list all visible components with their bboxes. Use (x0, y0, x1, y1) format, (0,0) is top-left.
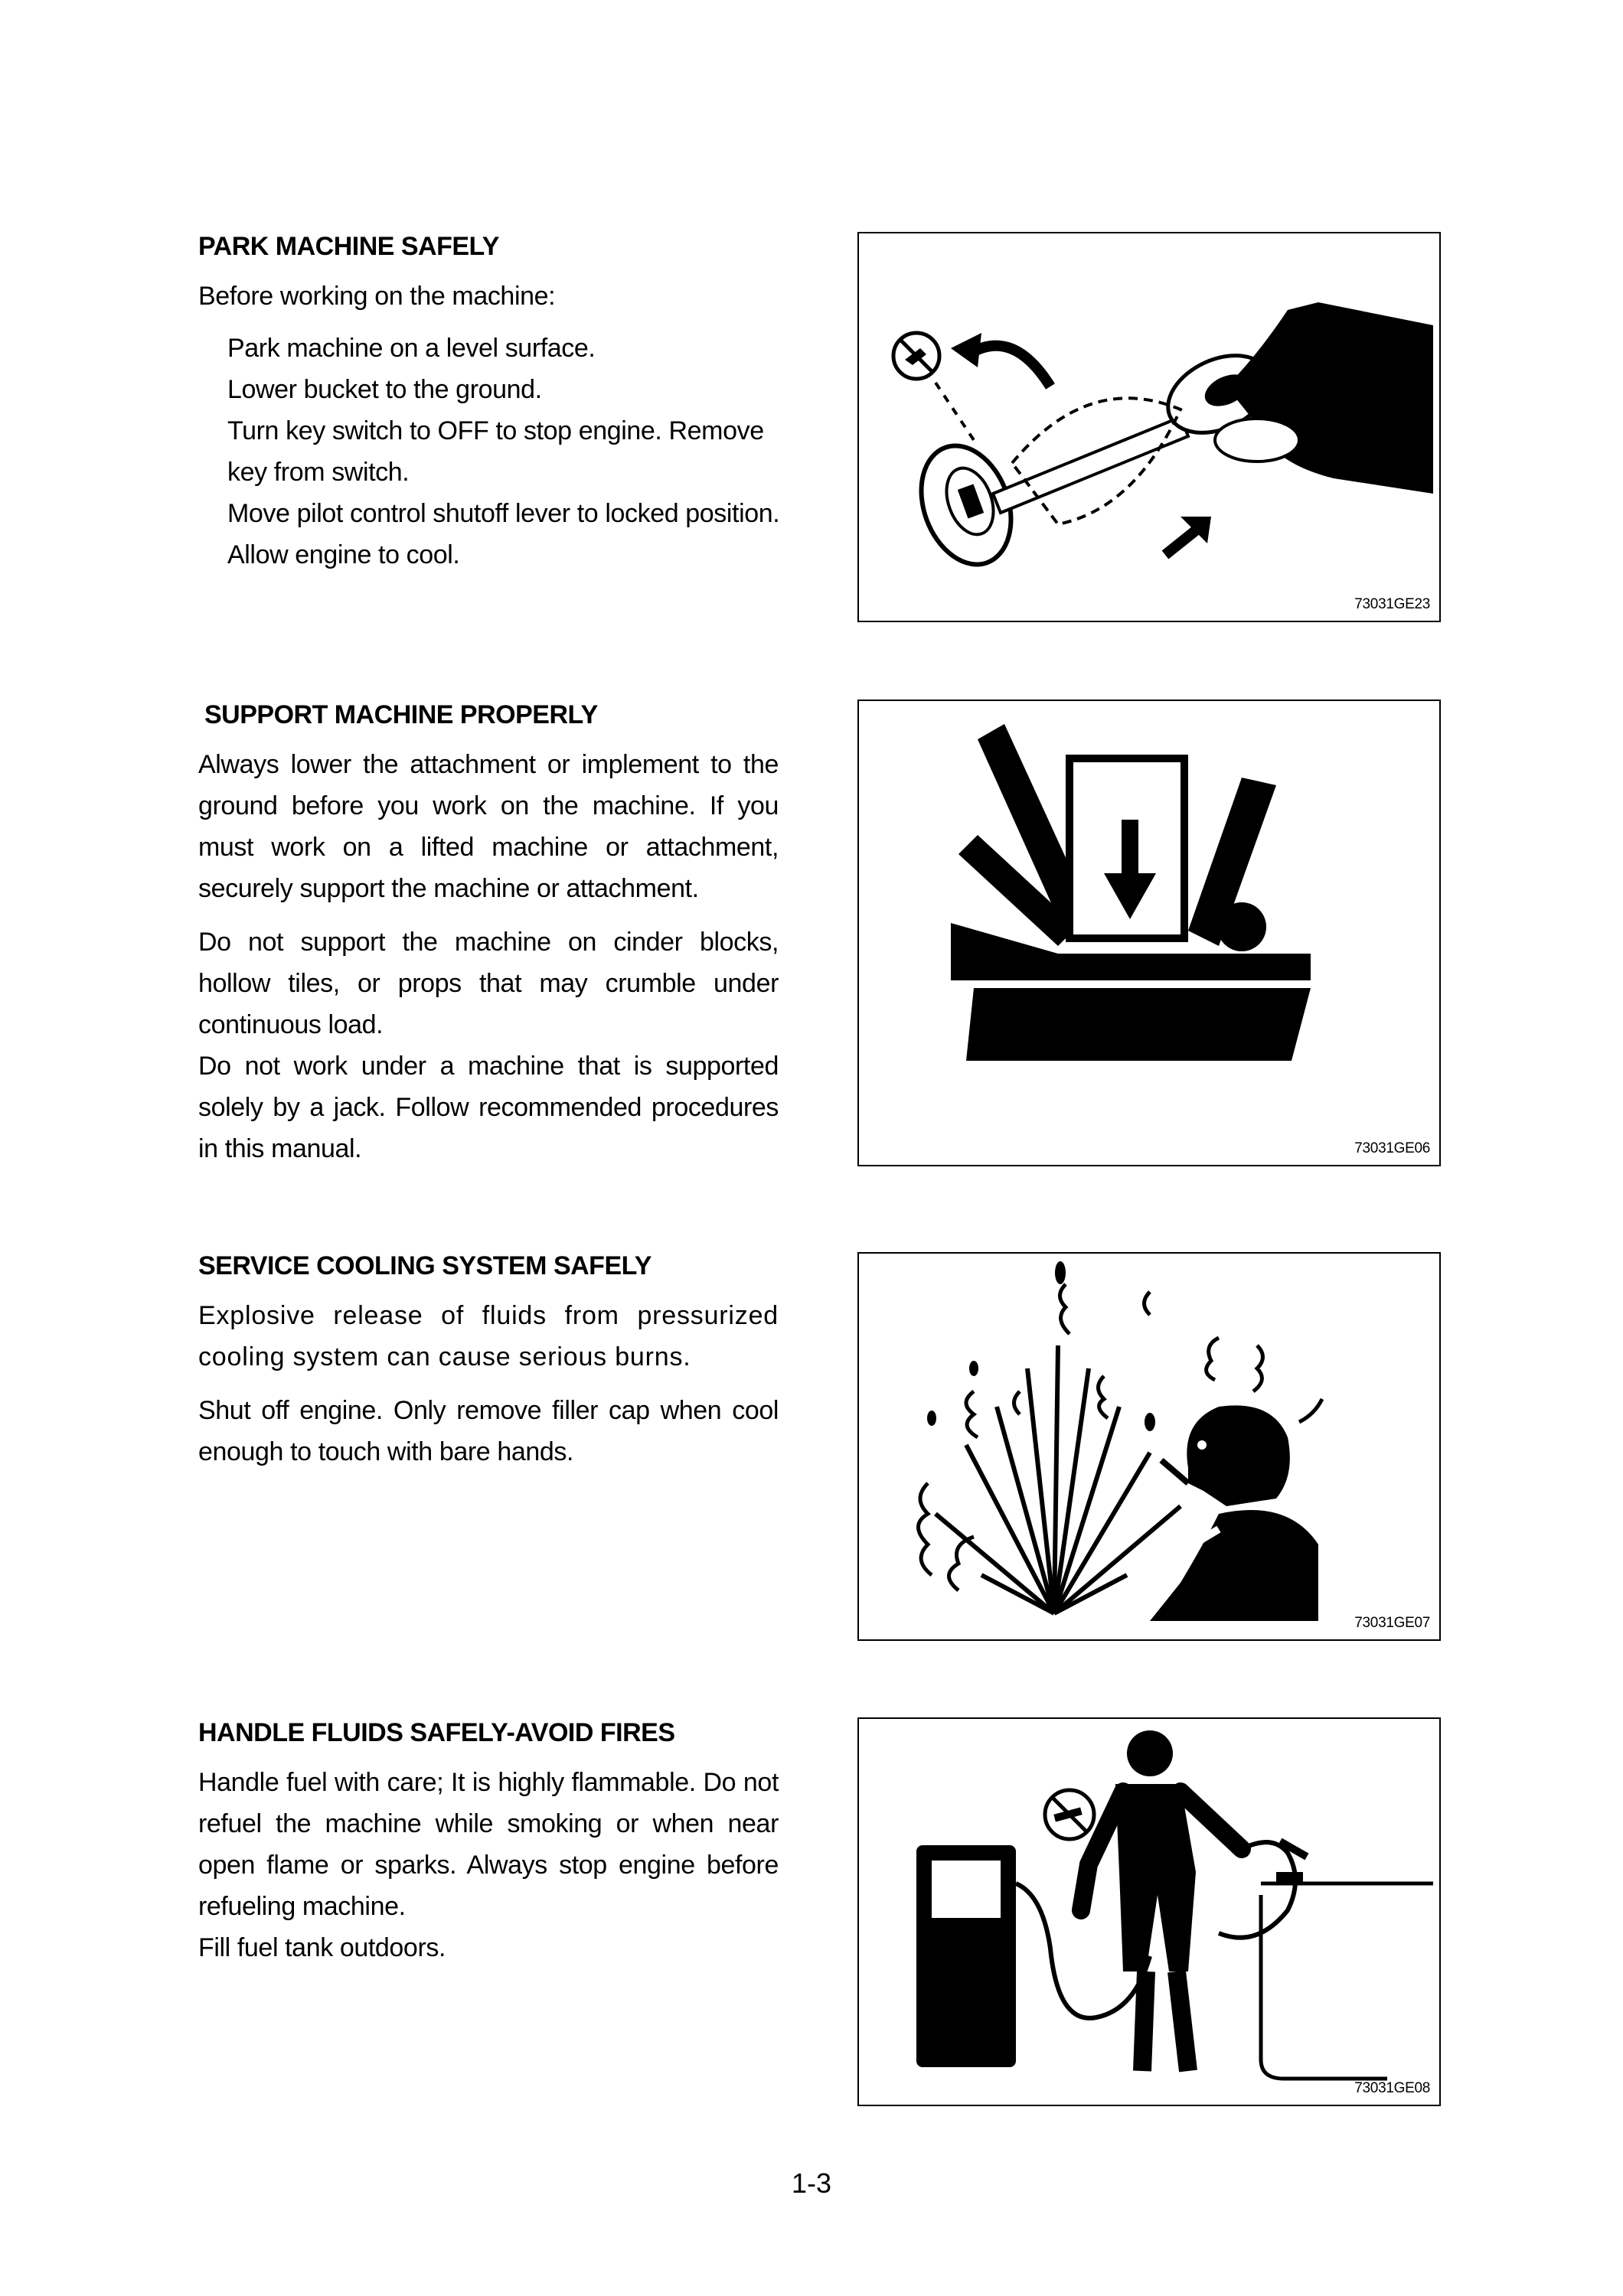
step-item: Lower bucket to the ground. (227, 375, 542, 404)
section-heading: PARK MACHINE SAFELY (198, 232, 499, 261)
figure-crush-hazard (857, 700, 1441, 1166)
section-paragraph: Do not support the machine on cinder blocks, hollow tiles, or props that may crumble under continuous load. (198, 928, 779, 1039)
section-heading: SUPPORT MACHINE PROPERLY (204, 700, 598, 729)
step-item: key from switch. (227, 458, 410, 487)
section-heading: HANDLE FLUIDS SAFELY-AVOID FIRES (198, 1718, 675, 1747)
page-number: 1-3 (791, 2167, 832, 2199)
figure-refuel (857, 1717, 1441, 2106)
key-switch-illustration-icon (859, 233, 1439, 621)
figure-key-switch (857, 232, 1441, 622)
figure-code: 73031GE08 (1354, 2080, 1430, 2096)
section-paragraph: Fill fuel tank outdoors. (198, 1933, 446, 1962)
section-heading: SERVICE COOLING SYSTEM SAFELY (198, 1251, 651, 1280)
step-item: Turn key switch to OFF to stop engine. Remove (227, 416, 764, 445)
step-item: Allow engine to cool. (227, 540, 460, 569)
section-paragraph: Handle fuel with care; It is highly flammable. Do not refuel the machine while smoking or when near open flame or sparks. Always stop engine before refueling machine. (198, 1768, 779, 1921)
section-paragraph: Do not work under a machine that is supported solely by a jack. Follow recommended procedures in this manual. (198, 1052, 779, 1163)
step-item: Park machine on a level surface. (227, 334, 596, 363)
figure-code: 73031GE23 (1354, 596, 1430, 612)
figure-code: 73031GE06 (1354, 1140, 1430, 1156)
section-cooling-system (198, 1249, 779, 1485)
step-item: Move pilot control shutoff lever to locked position. (227, 499, 780, 528)
section-handle-fluids (198, 1716, 779, 1981)
section-paragraph: Explosive release of fluids from pressurized cooling system can cause serious burns. (198, 1301, 779, 1371)
figure-cooling-burst (857, 1252, 1441, 1641)
section-paragraph: Shut off engine. Only remove filler cap when cool enough to touch with bare hands. (198, 1396, 779, 1466)
refueling-illustration-icon (859, 1719, 1439, 2105)
figure-code: 73031GE07 (1354, 1615, 1430, 1631)
crush-hazard-illustration-icon (859, 701, 1439, 1165)
section-support-machine (198, 698, 779, 1182)
section-paragraph: Always lower the attachment or implement to the ground before you work on the machine. If you must work on a lifted machine or attachment, securely support the machine or attachment. (198, 750, 779, 903)
section-intro: Before working on the machine: (198, 282, 556, 311)
section-park-machine (198, 230, 779, 576)
pressurized-burst-illustration-icon (859, 1254, 1439, 1639)
